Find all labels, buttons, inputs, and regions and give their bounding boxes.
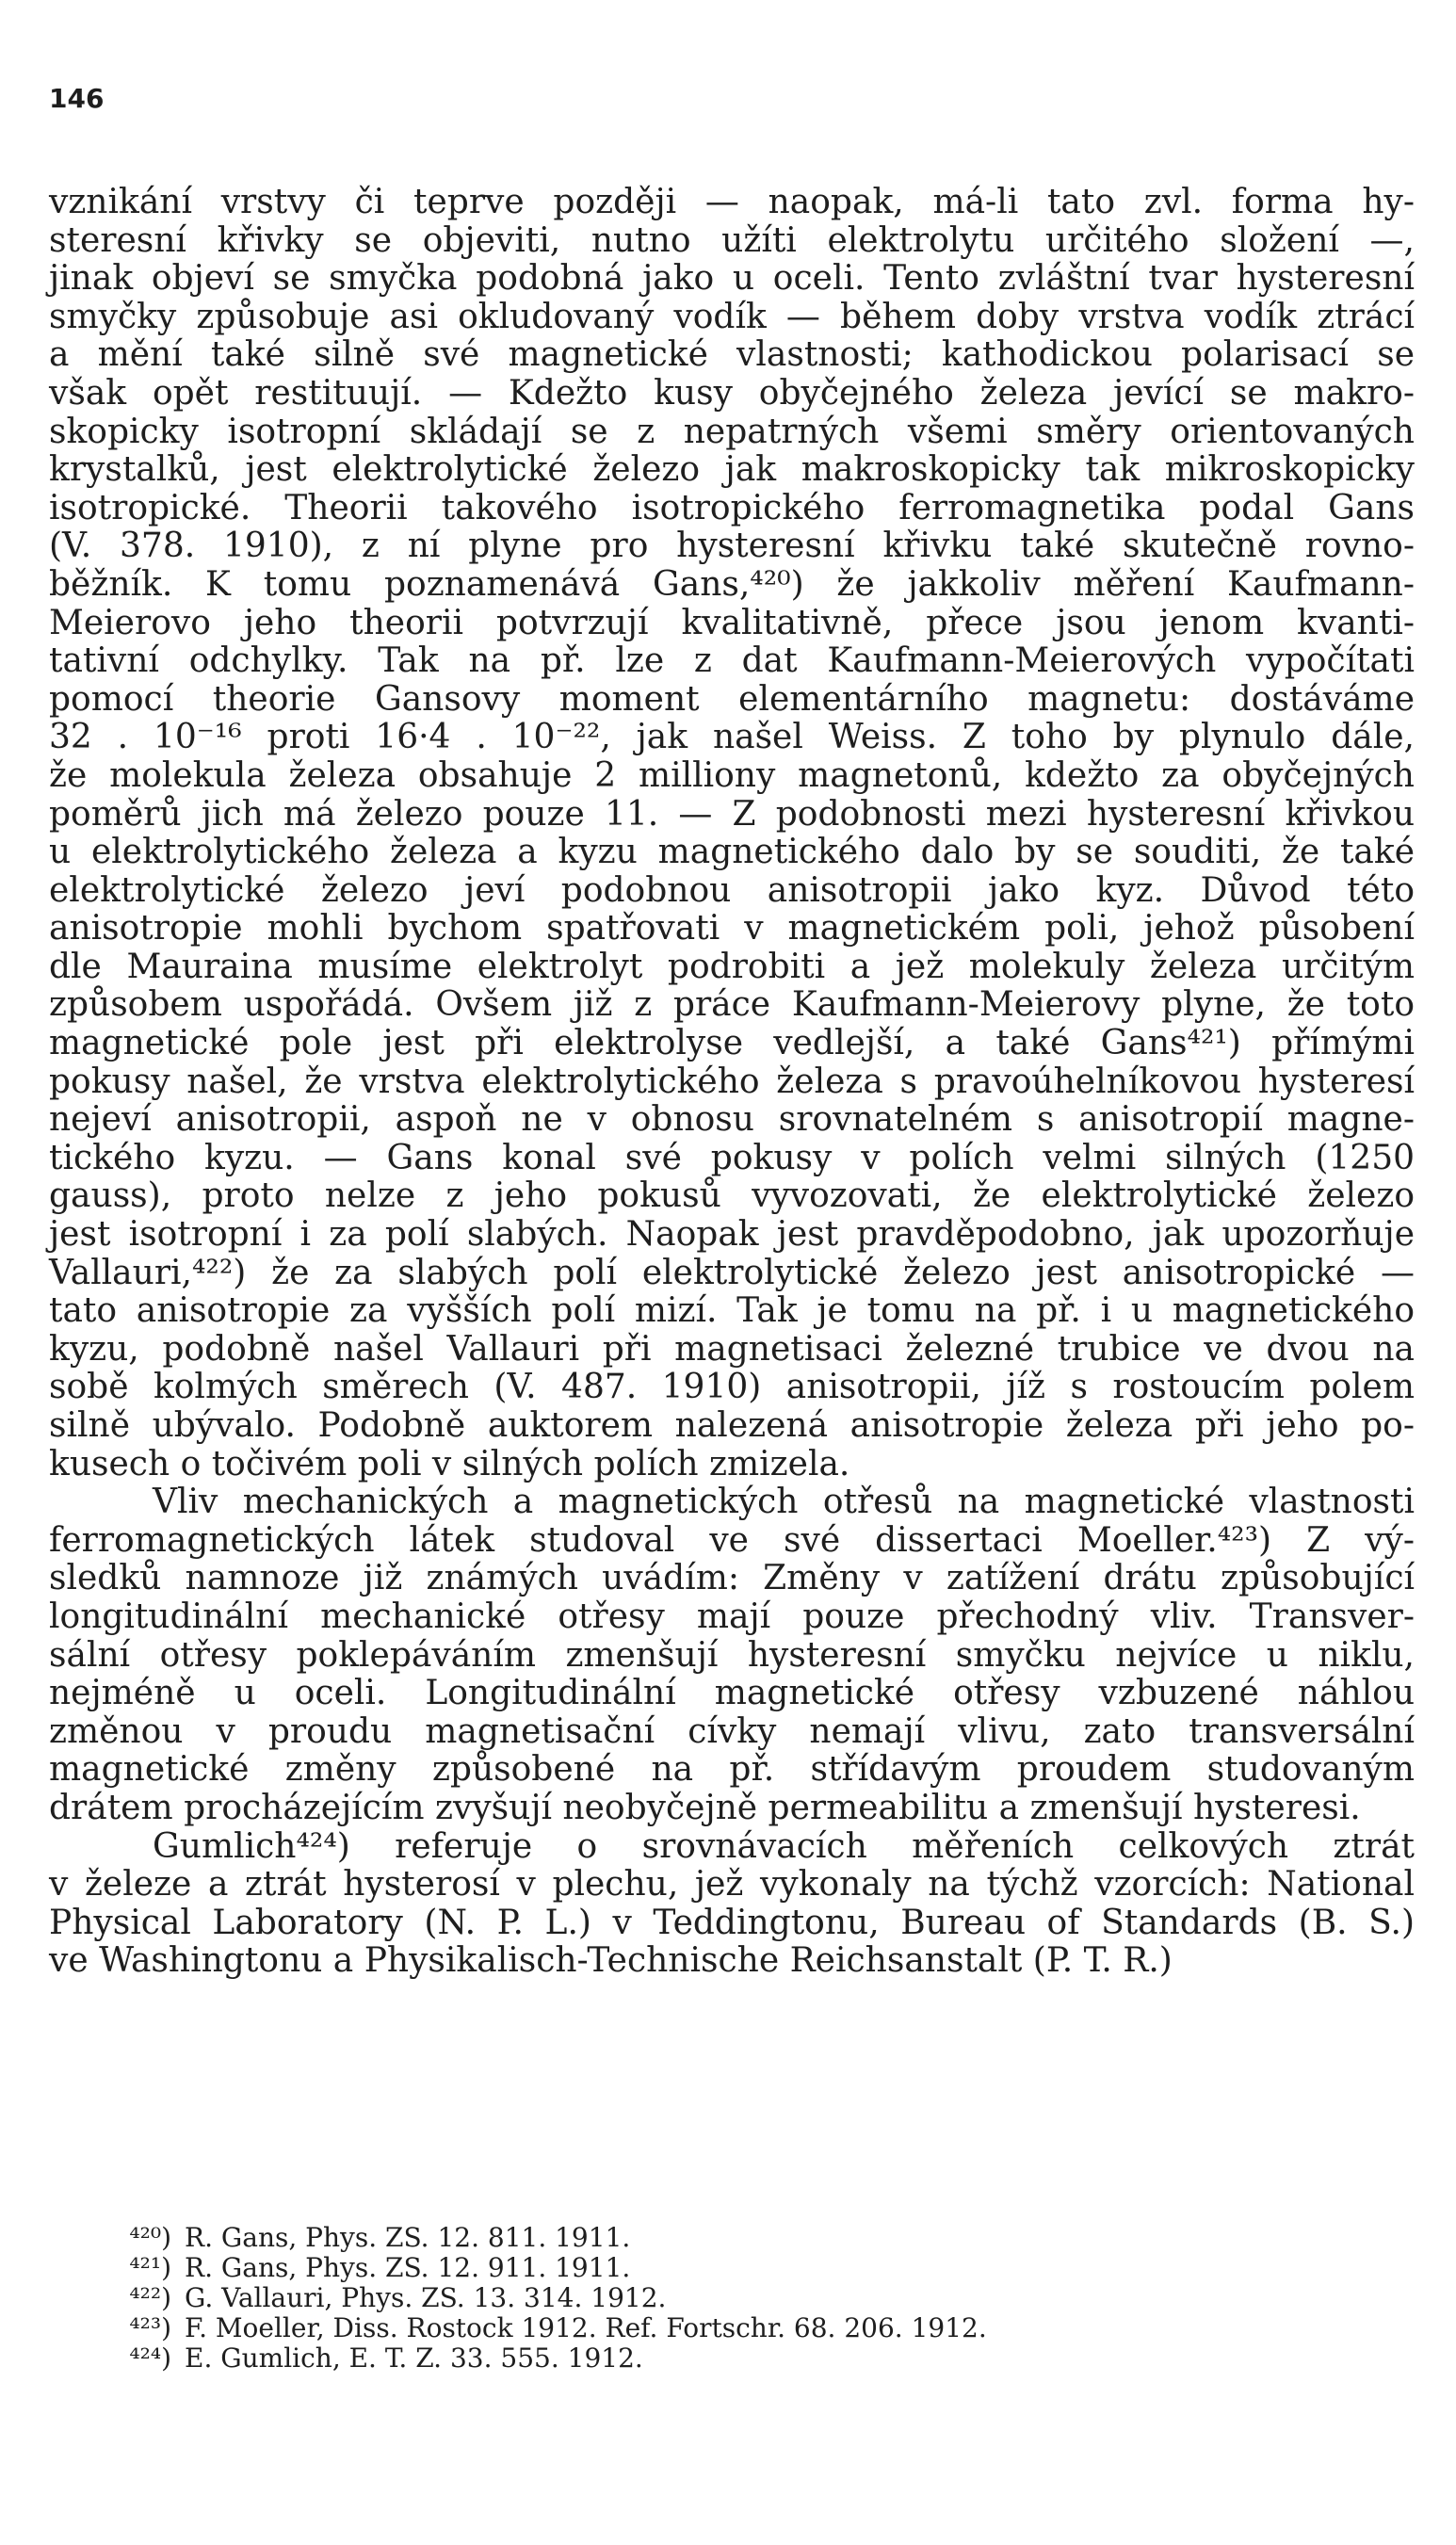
text-line: ferromagnetických látek studoval ve své dissertaci Moeller.⁴²³) Z vý-	[49, 1520, 1415, 1560]
footnote	[49, 2313, 987, 2343]
footnote-number: ⁴²⁴)	[129, 2342, 171, 2374]
text-line: vznikání vrstvy či teprve později — naopak, má-li tato zvl. forma hy-	[49, 183, 1415, 221]
text-line: magnetické pole jest při elektrolyse vedlejší, a také Gans⁴²¹) přímými	[49, 1024, 1415, 1063]
text-line: sobě kolmých směrech (V. 487. 1910) anisotropii, jíž s rostoucím polem	[49, 1368, 1415, 1407]
page-number: 146	[49, 83, 105, 114]
text-line: nejméně u oceli. Longitudinální magnetické otřesy vzbuzené náhlou	[49, 1674, 1415, 1713]
paragraph	[49, 1483, 1415, 1827]
text-line: gauss), proto nelze z jeho pokusů vyvozovati, že elektrolytické železo	[49, 1176, 1415, 1216]
text-line: elektrolytické železo jeví podobnou anisotropii jako kyz. Důvod této	[49, 870, 1415, 910]
text-line: krystalků, jest elektrolytické železo jak makroskopicky tak mikroskopicky	[49, 450, 1415, 490]
paragraph	[49, 184, 1415, 1483]
text-line: tato anisotropie za vyšších polí mizí. Tak je tomu na př. i u magnetického	[49, 1291, 1415, 1331]
text-line: (V. 378. 1910), z ní plyne pro hysteresní křivku také skutečně rovno-	[49, 527, 1415, 566]
text-line: magnetické změny způsobené na př. střídavým proudem studovaným	[49, 1750, 1415, 1790]
text-line: nejeví anisotropii, aspoň ne v obnosu srovnatelném s anisotropií magne-	[49, 1100, 1415, 1140]
text-line: Meierovo jeho theorii potvrzují kvalitativně, přece jsou jenom kvanti-	[49, 603, 1415, 642]
footnote-number: ⁴²²)	[129, 2282, 171, 2313]
text-line: 32 . 10⁻¹⁶ proti 16·4 . 10⁻²², jak našel Weiss. Z toho by plynulo dále,	[49, 718, 1415, 757]
body-text	[49, 184, 1415, 1981]
text-line: Gumlich⁴²⁴) referuje o srovnávacích měřeních celkových ztrát	[153, 1826, 1415, 1866]
text-line: jest isotropní i za polí slabých. Naopak jest pravděpodobno, jak upozorňuje	[49, 1215, 1415, 1255]
text-line: longitudinální mechanické otřesy mají pouze přechodný vliv. Transver-	[49, 1597, 1415, 1636]
text-line: pomocí theorie Gansovy moment elementárního magnetu: dostáváme	[49, 679, 1415, 719]
text-line: změnou v proudu magnetisační cívky nemají vlivu, zato transversální	[49, 1711, 1415, 1751]
footnote-text: G. Vallauri, Phys. ZS. 13. 314. 1912.	[185, 2282, 667, 2313]
text-line: tativní odchylky. Tak na př. lze z dat Kaufmann-Meierových vypočítati	[49, 641, 1415, 681]
text-line: silně ubývalo. Podobně auktorem nalezená anisotropie železa při jeho po-	[49, 1406, 1415, 1445]
text-line: drátem procházejícím zvyšují neobyčejně permeabilitu a zmenšují hysteresi.	[49, 1788, 1361, 1827]
text-line: způsobem uspořádá. Ovšem již z práce Kaufmann-Meierovy plyne, že toto	[49, 985, 1415, 1025]
text-line: v železe a ztrát hysterosí v plechu, jež vykonaly na týchž vzorcích: National	[49, 1865, 1415, 1905]
footnote-number: ⁴²⁰)	[129, 2222, 171, 2253]
text-line: dle Mauraina musíme elektrolyt podrobiti a jež molekuly železa určitým	[49, 947, 1415, 986]
text-line: anisotropie mohli bychom spatřovati v magnetickém poli, jehož působení	[49, 909, 1415, 948]
footnote-text: R. Gans, Phys. ZS. 12. 911. 1911.	[185, 2252, 631, 2283]
footnote-text: E. Gumlich, E. T. Z. 33. 555. 1912.	[185, 2342, 643, 2374]
text-line: ve Washingtonu a Physikalisch-Technische Reichsanstalt (P. T. R.)	[49, 1941, 1173, 1981]
text-line: běžník. K tomu poznamenává Gans,⁴²⁰) že jakkoliv měření Kaufmann-	[49, 564, 1415, 604]
text-line: pokusy našel, že vrstva elektrolytického železa s pravoúhelníkovou hysteresí	[49, 1062, 1415, 1101]
text-line: skopicky isotropní skládají se z nepatrných všemi směry orientovaných	[49, 412, 1415, 451]
text-line: Vliv mechanických a magnetických otřesů na magnetické vlastnosti	[153, 1483, 1415, 1522]
text-line: smyčky způsobuje asi okludovaný vodík — během doby vrstva vodík ztrácí	[49, 297, 1415, 336]
footnote	[49, 2223, 987, 2253]
footnote-number: ⁴²¹)	[129, 2252, 171, 2283]
text-line: Vallauri,⁴²²) že za slabých polí elektrolytické železo jest anisotropické —	[49, 1253, 1415, 1292]
text-line: však opět restituují. — Kdežto kusy obyčejného železa jevící se makro-	[49, 373, 1415, 413]
text-line: steresní křivky se objeviti, nutno užíti elektrolytu určitého složení —,	[49, 220, 1415, 260]
text-line: tického kyzu. — Gans konal své pokusy v polích velmi silných (1250	[49, 1138, 1415, 1177]
footnotes	[49, 2223, 987, 2374]
text-line: sledků namnoze již známých uvádím: Změny v zatížení drátu způsobující	[49, 1559, 1415, 1598]
text-line: kusech o točivém poli v silných polích zmizela.	[49, 1444, 850, 1483]
text-line: Physical Laboratory (N. P. L.) v Teddingtonu, Bureau of Standards (B. S.)	[49, 1903, 1415, 1942]
text-line: poměrů jich má železo pouze 11. — Z podobnosti mezi hysteresní křivkou	[49, 794, 1415, 834]
footnote	[49, 2343, 987, 2374]
footnote	[49, 2253, 987, 2283]
text-line: kyzu, podobně našel Vallauri při magnetisaci železné trubice ve dvou na	[49, 1329, 1415, 1369]
text-line: u elektrolytického železa a kyzu magnetického dalo by se souditi, že také	[49, 833, 1415, 872]
footnote-number: ⁴²³)	[129, 2312, 171, 2343]
text-line: isotropické. Theorii takového isotropického ferromagnetika podal Gans	[49, 488, 1415, 527]
text-line: jinak objeví se smyčka podobná jako u oceli. Tento zvláštní tvar hysteresní	[49, 259, 1415, 299]
footnote-text: R. Gans, Phys. ZS. 12. 811. 1911.	[185, 2222, 631, 2253]
text-line: a mění také silně své magnetické vlastnosti; kathodickou polarisací se	[49, 335, 1415, 375]
paragraph	[49, 1828, 1415, 1981]
text-line: že molekula železa obsahuje 2 milliony magnetonů, kdežto za obyčejných	[49, 755, 1415, 795]
footnote	[49, 2283, 987, 2313]
text-line: sální otřesy poklepáváním zmenšují hysteresní smyčku nejvíce u niklu,	[49, 1635, 1415, 1675]
footnote-text: F. Moeller, Diss. Rostock 1912. Ref. Fortschr. 68. 206. 1912.	[185, 2312, 987, 2343]
